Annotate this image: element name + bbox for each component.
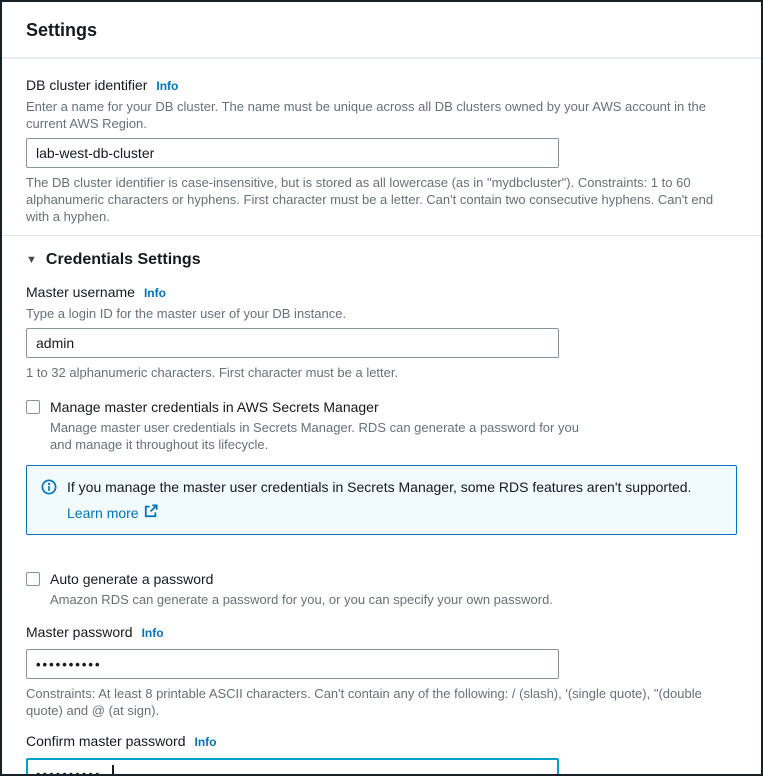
secrets-manager-checkbox-row: [26, 397, 737, 453]
master-password-label: Master password: [26, 624, 133, 640]
secrets-manager-checkbox[interactable]: [26, 400, 40, 414]
credentials-section: [2, 236, 761, 776]
page-title: Settings: [26, 20, 98, 40]
db-cluster-identifier-label: DB cluster identifier: [26, 77, 148, 93]
db-cluster-section: [2, 59, 761, 235]
auto-generate-password-checkbox[interactable]: [26, 572, 40, 586]
confirm-master-password-info-link[interactable]: Info: [194, 735, 217, 749]
alert-learn-more-link[interactable]: [67, 503, 158, 523]
panel-header: [2, 2, 761, 59]
db-cluster-identifier-description: Enter a name for your DB cluster. The name must be unique across all DB clusters owned by your AWS account in the current AWS Region.: [26, 99, 706, 131]
master-password-info-link[interactable]: Info: [141, 626, 164, 640]
auto-generate-checkbox-row: [26, 569, 737, 608]
auto-generate-password-checkbox-description: Amazon RDS can generate a password for you, or you can specify your own password.: [50, 592, 553, 607]
chevron-down-icon: ▼: [26, 254, 37, 266]
db-cluster-identifier-input[interactable]: [26, 138, 559, 168]
credentials-section-title: Credentials Settings: [45, 251, 201, 268]
learn-more-label: Learn more: [67, 505, 139, 521]
info-circle-icon: [41, 479, 57, 500]
alert-message: If you manage the master user credentials in Secrets Manager, some RDS features aren't supported.: [67, 479, 692, 495]
master-password-constraint: Constraints: At least 8 printable ASCII characters. Can't contain any of the following: / (slash), '(single quote), "(double quote) and @ (at sign).: [26, 686, 702, 718]
secrets-manager-checkbox-description: Manage master user credentials in Secrets Manager. RDS can generate a password for you and manage it throughout its lifecycle.: [50, 420, 579, 452]
credentials-section-header[interactable]: [26, 250, 737, 270]
master-username-description: Type a login ID for the master user of your DB instance.: [26, 306, 347, 321]
external-link-icon: [144, 503, 158, 523]
master-username-constraint: 1 to 32 alphanumeric characters. First character must be a letter.: [26, 365, 399, 380]
text-cursor: [112, 765, 114, 776]
confirm-master-password-input-wrap: [26, 758, 559, 776]
master-username-input[interactable]: [26, 328, 559, 358]
info-alert: [26, 465, 737, 535]
db-cluster-identifier-info-link[interactable]: Info: [156, 79, 179, 93]
master-password-input[interactable]: [26, 649, 559, 679]
confirm-master-password-label: Confirm master password: [26, 733, 186, 749]
auto-generate-password-checkbox-label[interactable]: Auto generate a password: [50, 571, 214, 587]
master-username-info-link[interactable]: Info: [143, 286, 166, 300]
confirm-master-password-input[interactable]: [26, 758, 559, 776]
db-cluster-identifier-constraint: The DB cluster identifier is case-insensitive, but is stored as all lowercase (as in "mydbcluster"). Constraints: 1 to 60 alphanumeric characters or hyphens. First character must be a letter. Can't contain two consecutive hyphens. Can't end with a hyphen.: [26, 175, 714, 224]
secrets-manager-checkbox-label[interactable]: Manage master credentials in AWS Secrets Manager: [50, 399, 379, 415]
master-username-label: Master username: [26, 284, 135, 300]
